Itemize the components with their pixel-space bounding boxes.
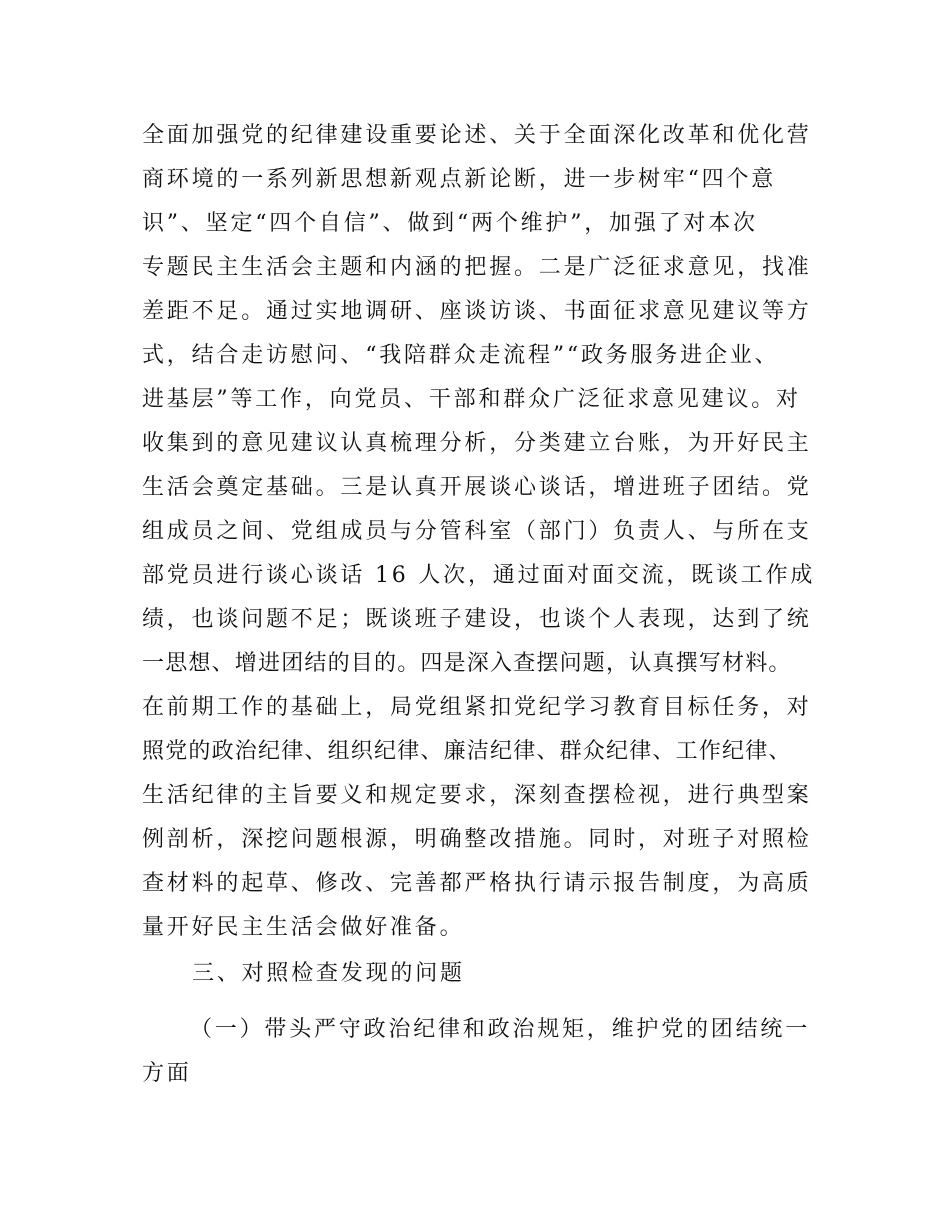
section-heading: 三、对照检查发现的问题 xyxy=(192,961,465,986)
paragraph-line: 生活会奠定基础。三是认真开展谈心谈话，增进班子团结。党 xyxy=(142,475,812,500)
subheading-continuation: 方面 xyxy=(142,1061,192,1086)
paragraph-line: 商环境的一系列新思想新观点新论断，进一步树牢“四个意 xyxy=(142,167,777,192)
paragraph-line: 全面加强党的纪律建设重要论述、关于全面深化改革和优化营 xyxy=(142,123,812,148)
paragraph-line: 专题民主生活会主题和内涵的把握。二是广泛征求意见，找准 xyxy=(142,255,812,280)
paragraph-line: 例剖析，深挖问题根源，明确整改措施。同时，对班子对照检 xyxy=(142,827,812,852)
paragraph-line: 绩，也谈问题不足；既谈班子建设，也谈个人表现，达到了统 xyxy=(142,607,812,632)
paragraph-line: 式，结合走访慰问、“我陪群众走流程”“政务服务进企业、 xyxy=(142,343,780,368)
paragraph-line: 进基层”等工作，向党员、干部和群众广泛征求意见建议。对 xyxy=(142,387,801,412)
paragraph-line: 部党员进行谈心谈话 16 人次，通过面对面交流，既谈工作成 xyxy=(142,563,816,588)
paragraph-line: 在前期工作的基础上，局党组紧扣党纪学习教育目标任务，对 xyxy=(142,695,812,720)
paragraph-line: 识”、坚定“四个自信”、做到“两个维护”，加强了对本次 xyxy=(142,211,758,236)
paragraph-line: 一思想、增进团结的目的。四是深入查摆问题，认真撰写材料。 xyxy=(142,651,792,676)
paragraph-line: 差距不足。通过实地调研、座谈访谈、书面征求意见建议等方 xyxy=(142,299,812,324)
paragraph-line: 生活纪律的主旨要义和规定要求，深刻查摆检视，进行典型案 xyxy=(142,783,812,808)
paragraph-line: 量开好民主生活会做好准备。 xyxy=(142,915,465,940)
paragraph-line: 组成员之间、党组成员与分管科室（部门）负责人、与所在支 xyxy=(142,519,812,544)
paragraph-line: 查材料的起草、修改、完善都严格执行请示报告制度，为高质 xyxy=(142,871,812,896)
subheading: （一）带头严守政治纪律和政治规矩，维护党的团结统一 xyxy=(190,1017,811,1042)
paragraph-line: 照党的政治纪律、组织纪律、廉洁纪律、群众纪律、工作纪律、 xyxy=(142,739,792,764)
paragraph-line: 收集到的意见建议认真梳理分析，分类建立台账，为开好民主 xyxy=(142,431,812,456)
